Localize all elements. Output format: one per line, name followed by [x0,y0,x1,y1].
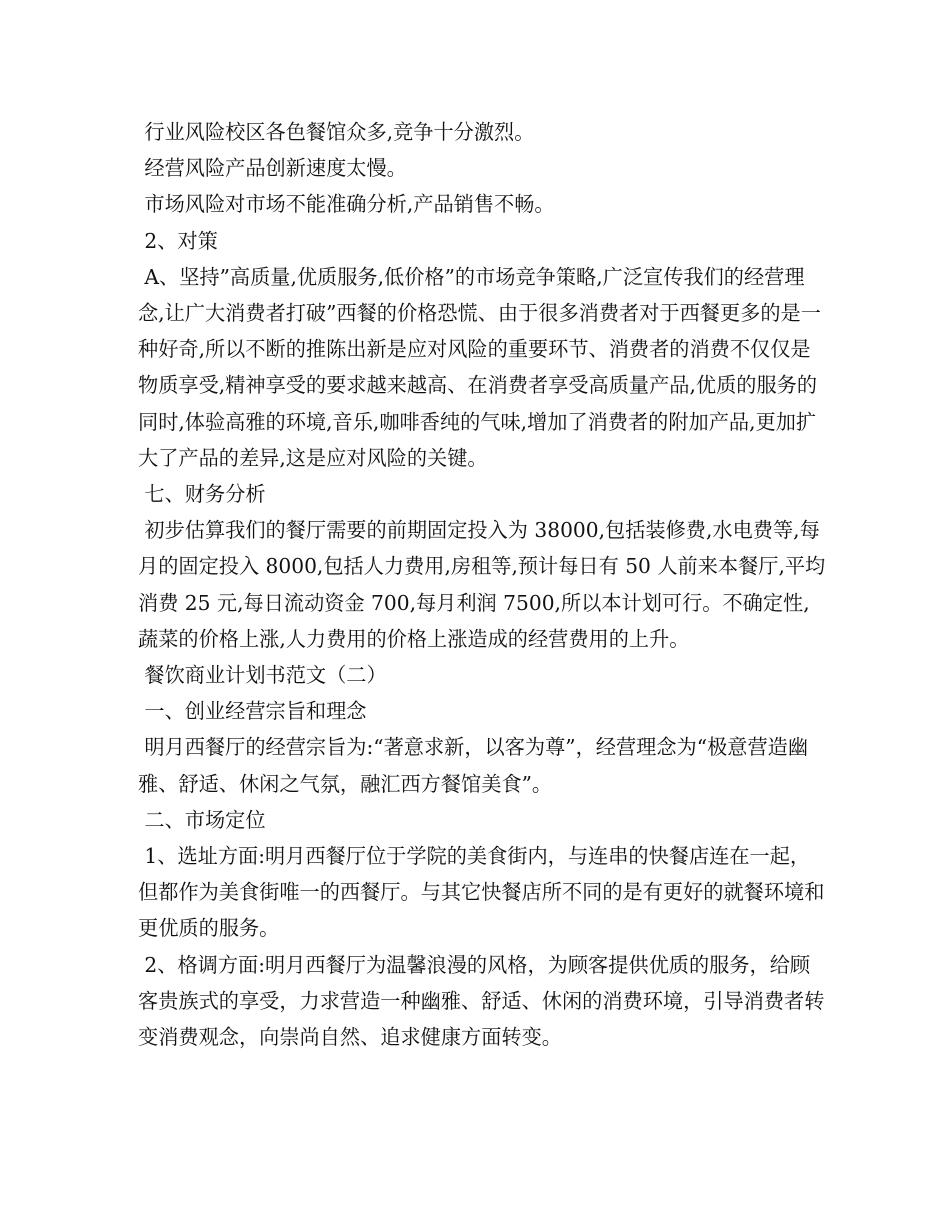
heading-sample-two: 餐饮商业计划书范文（二） [138,663,387,688]
heading-countermeasures: 2、对策 [138,228,218,253]
heading-financial-analysis: 七、财务分析 [138,482,266,507]
heading-market-positioning: 二、市场定位 [138,807,266,832]
paragraph-industry-risk: 行业风险校区各色餐馆众多,竞争十分激烈。 [138,120,535,144]
paragraph-strategy: A、坚持”高质量,优质服务,低价格”的市场竞争策略,广泛宣传我们的经营理念,让广大消费者打破”西餐的价格恐慌、由于很多消费者对于西餐更多的是一种好奇,所以不断的推陈出新是应对风险的重要环节、消费者的消费不仅仅是物质享受,精神享受的要求越来越高、在消费者享受高质量产品,优质的服务的同时,体验高雅的环境,音乐,咖啡香纯的气味,增加了消费者的附加产品,更加扩大了产品的差异,这是应对风险的关键。 [138,264,821,470]
paragraph-market-risk: 市场风险对市场不能准确分析,产品销售不畅。 [138,192,555,217]
paragraph-financial-estimate: 初步估算我们的餐厅需要的前期固定投入为 38000,包括装修费,水电费等,每月的固定投入 8000,包括人力费用,房租等,预计每日有 50 人前来本餐厅,平均消费 25 元,每日流动资金 700,每月利润 7500,所以本计划可行。不确定性,蔬菜的价格上涨,人力费用的价格上涨造成的经营费用的上升。 [138,518,826,651]
paragraph-style: 2、格调方面:明月西餐厅为温馨浪漫的风格，为顾客提供优质的服务，给顾客贵族式的享受，力求营造一种幽雅、舒适、休闲的消费环境，引导消费者转变消费观念，向崇尚自然、追求健康方面转变。 [138,952,825,1050]
paragraph-purpose: 明月西餐厅的经营宗旨为:“著意求新，以客为尊”，经营理念为“极意营造幽雅、舒适、休闲之气氛，融汇西方餐馆美食”。 [138,735,809,796]
paragraph-operating-risk: 经营风险产品创新速度太慢。 [138,156,407,181]
heading-purpose-and-philosophy: 一、创业经营宗旨和理念 [138,699,367,724]
paragraph-location: 1、选址方面:明月西餐厅位于学院的美食街内，与连串的快餐店连在一起，但都作为美食街唯一的西餐厅。与其它快餐店所不同的是有更好的就餐环境和更优质的服务。 [138,844,825,941]
